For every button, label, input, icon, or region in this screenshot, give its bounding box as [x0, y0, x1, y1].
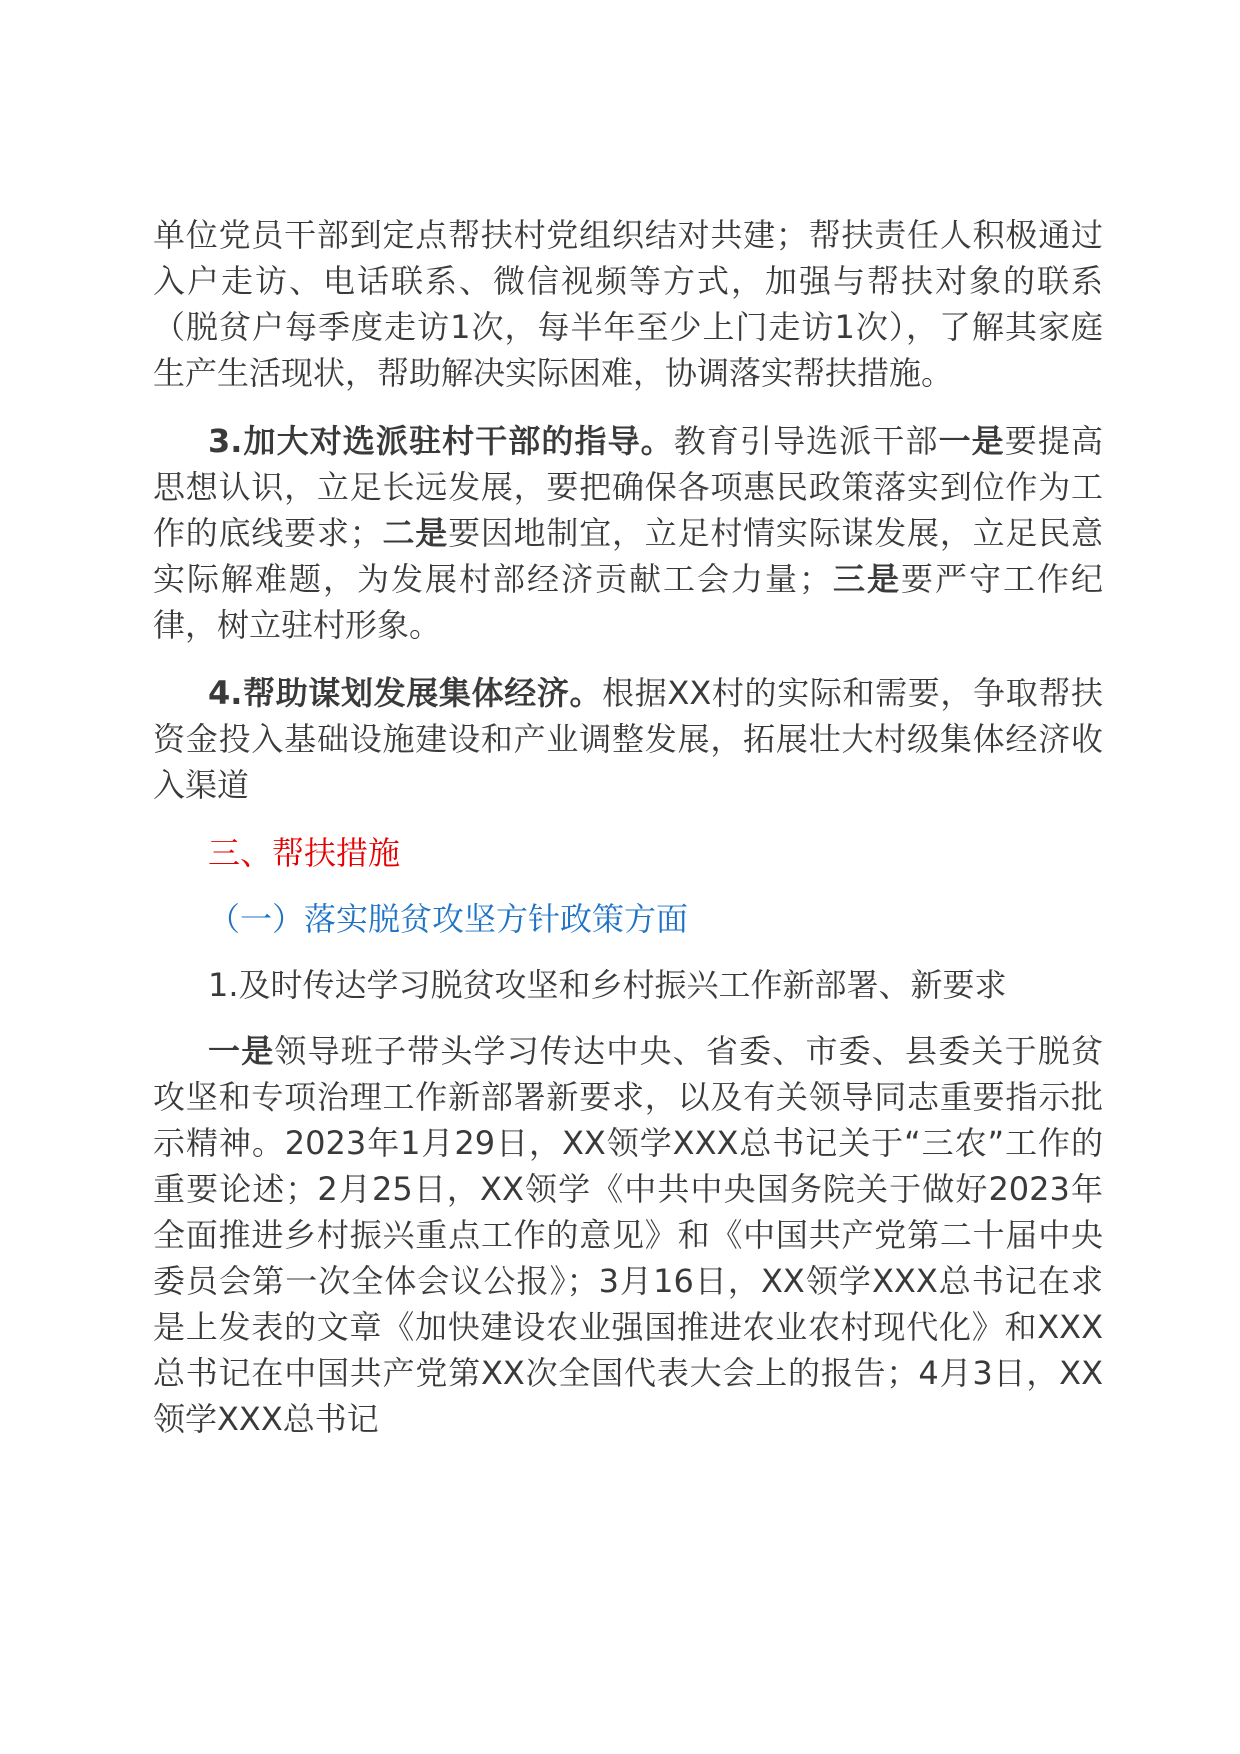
paragraph-text: 要提高思想认识，立足长远发展，要把确保各项惠民政策落实到位作为工作的底线要求；	[153, 422, 1103, 552]
point-marker-2: 二是	[381, 514, 449, 552]
paragraph-study	[153, 1028, 1103, 1442]
point-marker-1: 一是	[938, 422, 1005, 460]
paragraph-text: 教育引导选派干部	[673, 422, 939, 460]
paragraph-text: 领导班子带头学习传达中央、省委、市委、县委关于脱贫攻坚和专项治理工作新部署新要求，以及有关领导同志重要指示批示精神。2023年1月29日，XX领学XXX总书记关于“三农”工作的重要论述；2月25日，XX领学《中共中央国务院关于做好2023年全面推进乡村振兴重点工作的意见》和《中国共产党第二十届中央委员会第一次全体会议公报》；3月16日，XX领学XXX总书记在求是上发表的文章《加快建设农业强国推进农业农村现代化》和XXX总书记在中国共产党第XX次全国代表大会上的报告；4月3日，XX领学XXX总书记	[153, 1032, 1103, 1438]
paragraph-text: 要严守工作纪律，树立驻村形象。	[153, 560, 1103, 644]
section-heading: 三、帮扶措施	[208, 834, 401, 872]
paragraph-text: 单位党员干部到定点帮扶村党组织结对共建；帮扶责任人积极通过入户走访、电话联系、微信视频等方式，加强与帮扶对象的联系（脱贫户每季度走访1次，每半年至少上门走访1次），了解其家庭生产生活现状，帮助解决实际困难，协调落实帮扶措施。	[153, 216, 1103, 392]
paragraph-guidance	[153, 418, 1103, 648]
paragraph-lead: 3.加大对选派驻村干部的指导。	[208, 422, 674, 460]
point-marker-3: 三是	[830, 560, 901, 598]
paragraph-collective-economy	[153, 670, 1103, 808]
paragraph-text: 要因地制宜，立足村情实际谋发展，立足民意实际解难题，为发展村部经济贡献工会力量；	[153, 514, 1103, 598]
point-marker-1: 一是	[208, 1032, 275, 1070]
paragraph-lead: 4.帮助谋划发展集体经济。	[208, 674, 603, 712]
paragraph-text: 根据XX村的实际和需要，争取帮扶资金投入基础设施建设和产业调整发展，拓展壮大村级集体经济收入渠道	[153, 674, 1103, 804]
paragraph-party-members	[153, 212, 1103, 396]
subsection-heading: （一）落实脱贫攻坚方针政策方面	[208, 900, 689, 938]
document-body	[153, 212, 1103, 1442]
item-heading: 1.及时传达学习脱贫攻坚和乡村振兴工作新部署、新要求	[208, 966, 1007, 1004]
